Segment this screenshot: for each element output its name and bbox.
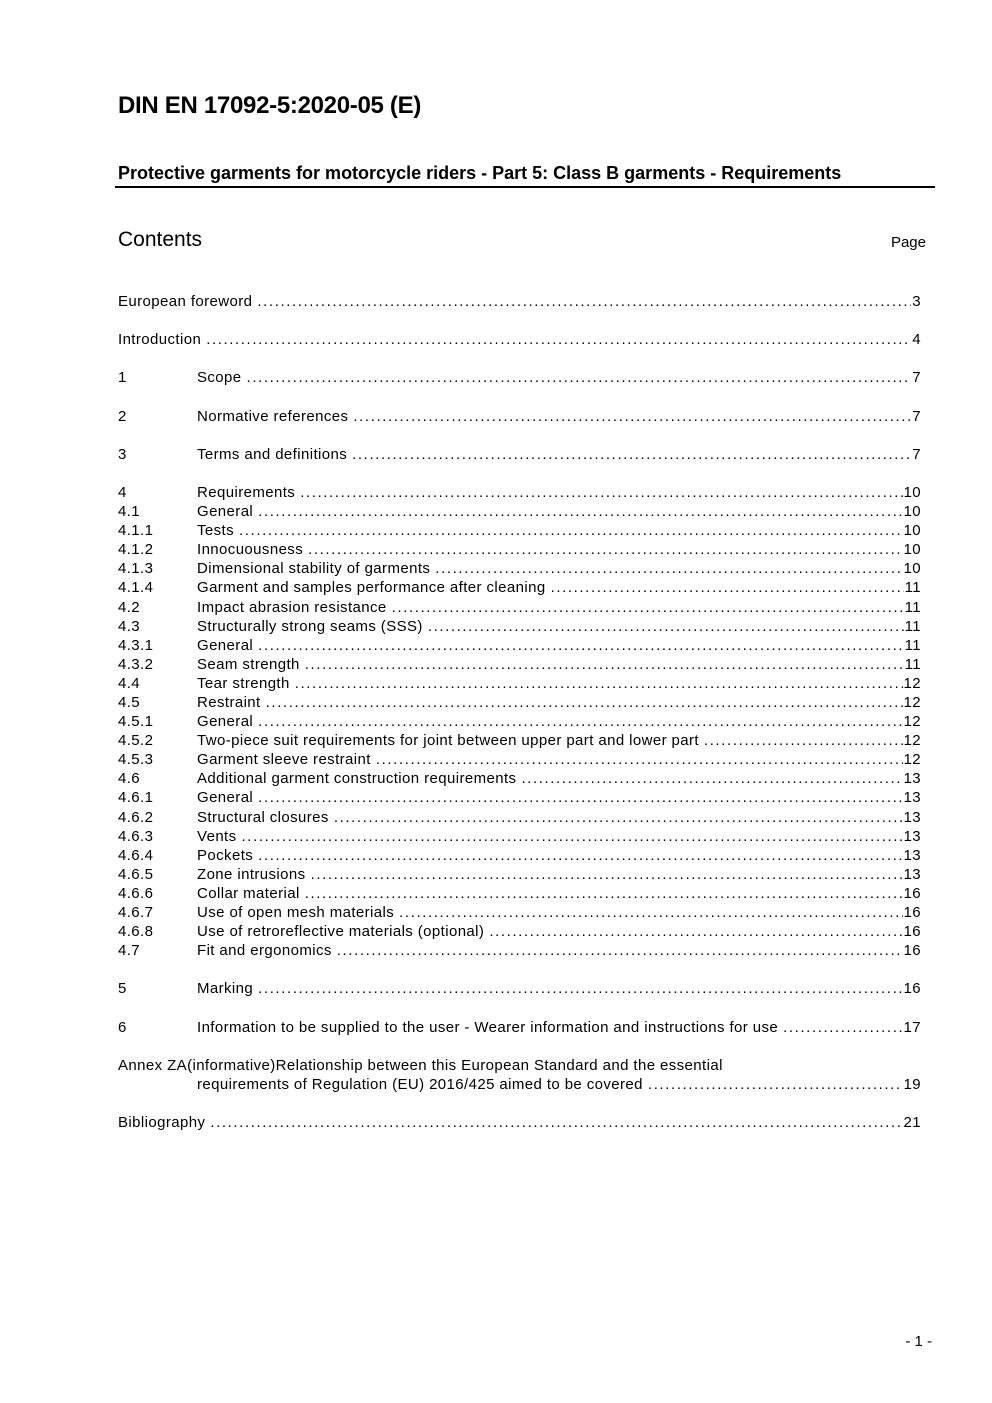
- toc-label: Tests: [197, 522, 235, 540]
- toc-leader: [352, 445, 911, 464]
- toc-leader: [258, 788, 902, 807]
- toc-page: 17: [903, 1018, 921, 1036]
- toc-label: Seam strength: [197, 655, 300, 673]
- toc-page: 16: [903, 904, 921, 921]
- toc-label: Collar material: [197, 884, 300, 902]
- toc-entry-4-5[interactable]: [118, 693, 921, 712]
- toc-label: Introduction: [118, 331, 202, 349]
- toc-page: 16: [903, 923, 921, 941]
- toc-entry-4-6-2[interactable]: [118, 808, 921, 827]
- toc-number: 4.6.7: [118, 904, 154, 921]
- toc-page: 12: [903, 693, 921, 711]
- toc-page: 7: [912, 407, 921, 425]
- toc-leader: [206, 330, 911, 349]
- toc-leader: [258, 712, 902, 731]
- toc-label: Pockets: [197, 846, 254, 864]
- toc-entry-4-1[interactable]: [118, 502, 921, 521]
- toc-leader: [258, 636, 903, 655]
- toc-label: Structural closures: [197, 808, 329, 826]
- toc-number: 4.5.3: [118, 751, 154, 769]
- toc-page: 10: [903, 503, 921, 521]
- toc-entry-4-5-2[interactable]: [118, 731, 921, 750]
- toc-label: General: [197, 789, 254, 807]
- toc-label: European foreword: [118, 293, 253, 310]
- toc-label: Terms and definitions: [197, 445, 348, 463]
- toc-number: 4.5: [118, 693, 141, 711]
- toc-leader: [295, 674, 903, 693]
- toc-leader: [266, 693, 903, 712]
- toc-number: 1: [118, 369, 127, 387]
- toc-label: Impact abrasion resistance: [197, 598, 387, 616]
- toc-leader: [305, 884, 903, 903]
- toc-leader: [428, 617, 904, 636]
- toc-page: 13: [903, 865, 921, 883]
- toc-entry-4-6-5[interactable]: [118, 865, 921, 884]
- toc-page: 11: [904, 617, 921, 635]
- toc-number: 4.2: [118, 598, 141, 616]
- toc-number: 4.4: [118, 674, 141, 692]
- toc-number: 3: [118, 445, 127, 463]
- toc-label: Garment sleeve restraint: [197, 751, 371, 769]
- page-number: - 1 -: [905, 1333, 932, 1350]
- toc-page: 10: [903, 541, 921, 559]
- toc-entry-4-6-8[interactable]: [118, 922, 921, 941]
- toc-label: Requirements: [197, 483, 296, 501]
- toc-leader: [337, 941, 903, 960]
- toc-entry-4-6-6[interactable]: [118, 884, 921, 903]
- toc-leader: [489, 922, 902, 941]
- toc-entry-4-6-1[interactable]: [118, 788, 921, 807]
- toc-label: General: [197, 713, 254, 731]
- table-of-contents: [118, 292, 921, 1132]
- toc-page: 11: [904, 579, 921, 597]
- toc-label: Information to be supplied to the user - Wearer information and instructions for use: [197, 1018, 779, 1036]
- toc-leader: [311, 865, 903, 884]
- toc-leader: [258, 846, 902, 865]
- toc-entry-4-4[interactable]: [118, 674, 921, 693]
- toc-entry-annex-za[interactable]: [118, 1056, 921, 1094]
- toc-entry-4-1-1[interactable]: [118, 521, 921, 540]
- toc-label-annex-line2: requirements of Regulation (EU) 2016/425 aimed to be covered: [197, 1075, 643, 1093]
- toc-entry-european-foreword[interactable]: [118, 292, 921, 311]
- toc-number: 4.3.1: [118, 636, 154, 654]
- toc-entry-3[interactable]: [118, 445, 921, 464]
- toc-entry-4-3[interactable]: [118, 617, 921, 636]
- toc-entry-4-6[interactable]: [118, 769, 921, 788]
- toc-page: 21: [903, 1114, 921, 1132]
- toc-entry-1[interactable]: [118, 368, 921, 387]
- toc-annex-row: [118, 1075, 921, 1094]
- toc-leader: [258, 502, 902, 521]
- toc-number: 2: [118, 407, 127, 425]
- toc-page: 10: [903, 560, 921, 578]
- toc-label: Use of open mesh materials: [197, 904, 395, 921]
- toc-number: 4.6.2: [118, 808, 154, 826]
- title-underline: [115, 186, 935, 188]
- toc-page: 16: [903, 884, 921, 902]
- toc-leader: [521, 769, 902, 788]
- toc-number: 4.5.1: [118, 713, 154, 731]
- toc-entry-5[interactable]: [118, 979, 921, 998]
- toc-leader: [334, 808, 903, 827]
- toc-label: Normative references: [197, 407, 349, 425]
- toc-entry-4-3-1[interactable]: [118, 636, 921, 655]
- toc-number: 4.1.1: [118, 522, 154, 540]
- toc-page: 13: [903, 789, 921, 807]
- toc-label: Two-piece suit requirements for joint between upper part and lower part: [197, 732, 699, 750]
- toc-leader: [242, 827, 903, 846]
- toc-number: 4.6: [118, 770, 141, 788]
- toc-leader: [435, 559, 902, 578]
- toc-label: Vents: [197, 827, 237, 845]
- toc-entry-bibliography[interactable]: [118, 1113, 921, 1132]
- toc-page: 12: [903, 713, 921, 731]
- toc-label: General: [197, 636, 254, 654]
- toc-number: 4.6.5: [118, 865, 154, 883]
- toc-label: Additional garment construction requirements: [197, 770, 517, 788]
- toc-page: 10: [903, 483, 921, 501]
- toc-entry-4-5-1[interactable]: [118, 712, 921, 731]
- toc-label: Tear strength: [197, 674, 290, 692]
- toc-label: Scope: [197, 369, 242, 387]
- toc-label: Fit and ergonomics: [197, 942, 332, 960]
- toc-page: 12: [903, 732, 921, 750]
- toc-page: 11: [904, 598, 921, 616]
- toc-page: 11: [904, 636, 921, 654]
- toc-page: 16: [903, 980, 921, 998]
- toc-page: 13: [903, 827, 921, 845]
- toc-page: 7: [912, 445, 921, 463]
- toc-entry-4-1-3[interactable]: [118, 559, 921, 578]
- toc-number: 5: [118, 980, 127, 998]
- toc-number: 4.1.3: [118, 560, 154, 578]
- toc-leader: [783, 1018, 902, 1037]
- toc-entry-4-1-2[interactable]: [118, 540, 921, 559]
- toc-number: 4.1.4: [118, 579, 154, 597]
- toc-page: 10: [903, 522, 921, 540]
- toc-label: Marking: [197, 980, 254, 998]
- toc-label: General: [197, 503, 254, 521]
- toc-page: 16: [903, 942, 921, 960]
- page-column-heading: Page: [890, 234, 926, 251]
- toc-label: Zone intrusions: [197, 865, 306, 883]
- toc-number: 4.6.4: [118, 846, 154, 864]
- toc-entry-4-6-4[interactable]: [118, 846, 921, 865]
- toc-number: 4.7: [118, 942, 141, 960]
- toc-entry-4-1-4[interactable]: [118, 578, 921, 597]
- toc-page: 7: [912, 369, 921, 387]
- toc-number: 4.5.2: [118, 732, 154, 750]
- toc-label: Use of retroreflective materials (optional): [197, 923, 485, 941]
- toc-page: 13: [903, 808, 921, 826]
- toc-label: Bibliography: [118, 1114, 206, 1132]
- toc-label: Garment and samples performance after cleaning: [197, 579, 546, 597]
- toc-number: 4.6.3: [118, 827, 154, 845]
- toc-leader: [353, 407, 911, 426]
- contents-heading: Contents: [118, 228, 203, 251]
- toc-entry-4-5-3[interactable]: [118, 750, 921, 769]
- toc-leader: [247, 368, 912, 387]
- toc-leader: [257, 292, 911, 311]
- toc-number: 4.1: [118, 503, 141, 521]
- toc-leader: [376, 750, 903, 769]
- document-id: DIN EN 17092-5:2020-05 (E): [118, 92, 422, 119]
- toc-entry-4-3-2[interactable]: [118, 655, 921, 674]
- toc-leader: [551, 578, 904, 597]
- toc-leader: [392, 598, 904, 617]
- toc-number: 4.3: [118, 617, 141, 635]
- toc-page: 13: [903, 846, 921, 864]
- toc-label: Innocuousness: [197, 541, 304, 559]
- toc-entry-4[interactable]: [118, 483, 921, 502]
- toc-leader: [399, 903, 902, 922]
- toc-page: 19: [903, 1075, 921, 1093]
- toc-entry-introduction[interactable]: [118, 330, 921, 349]
- toc-page: 12: [903, 751, 921, 769]
- toc-page: 4: [912, 331, 921, 349]
- toc-number: 4.6.1: [118, 789, 154, 807]
- toc-leader: [300, 483, 902, 502]
- toc-entry-4-6-7[interactable]: [118, 903, 921, 922]
- document-title: Protective garments for motorcycle riders - Part 5: Class B garments - Requirements: [118, 163, 842, 183]
- toc-number: 4.1.2: [118, 541, 154, 559]
- toc-number: 4: [118, 483, 127, 501]
- toc-page: 11: [904, 655, 921, 673]
- toc-leader: [305, 655, 904, 674]
- toc-leader: [648, 1075, 903, 1094]
- toc-entry-4-2[interactable]: [118, 598, 921, 617]
- toc-leader: [258, 979, 902, 998]
- toc-entry-6[interactable]: [118, 1018, 921, 1037]
- toc-leader: [210, 1113, 902, 1132]
- toc-leader: [704, 731, 903, 750]
- toc-number: 4.6.8: [118, 923, 154, 941]
- toc-number: 4.3.2: [118, 655, 154, 673]
- toc-entry-4-6-3[interactable]: [118, 827, 921, 846]
- toc-entry-2[interactable]: [118, 407, 921, 426]
- toc-label-annex-line1: Annex ZA(informative)Relationship between this European Standard and the essential: [118, 1056, 723, 1074]
- toc-page: 3: [912, 293, 921, 310]
- toc-label: Dimensional stability of garments: [197, 560, 431, 578]
- toc-label: Structurally strong seams (SSS): [197, 617, 423, 635]
- toc-entry-4-7[interactable]: [118, 941, 921, 960]
- toc-number: 6: [118, 1018, 127, 1036]
- toc-page: 12: [903, 674, 921, 692]
- toc-leader: [239, 521, 902, 540]
- toc-leader: [308, 540, 902, 559]
- toc-page: 13: [903, 770, 921, 788]
- toc-number: 4.6.6: [118, 884, 154, 902]
- toc-label: Restraint: [197, 693, 261, 711]
